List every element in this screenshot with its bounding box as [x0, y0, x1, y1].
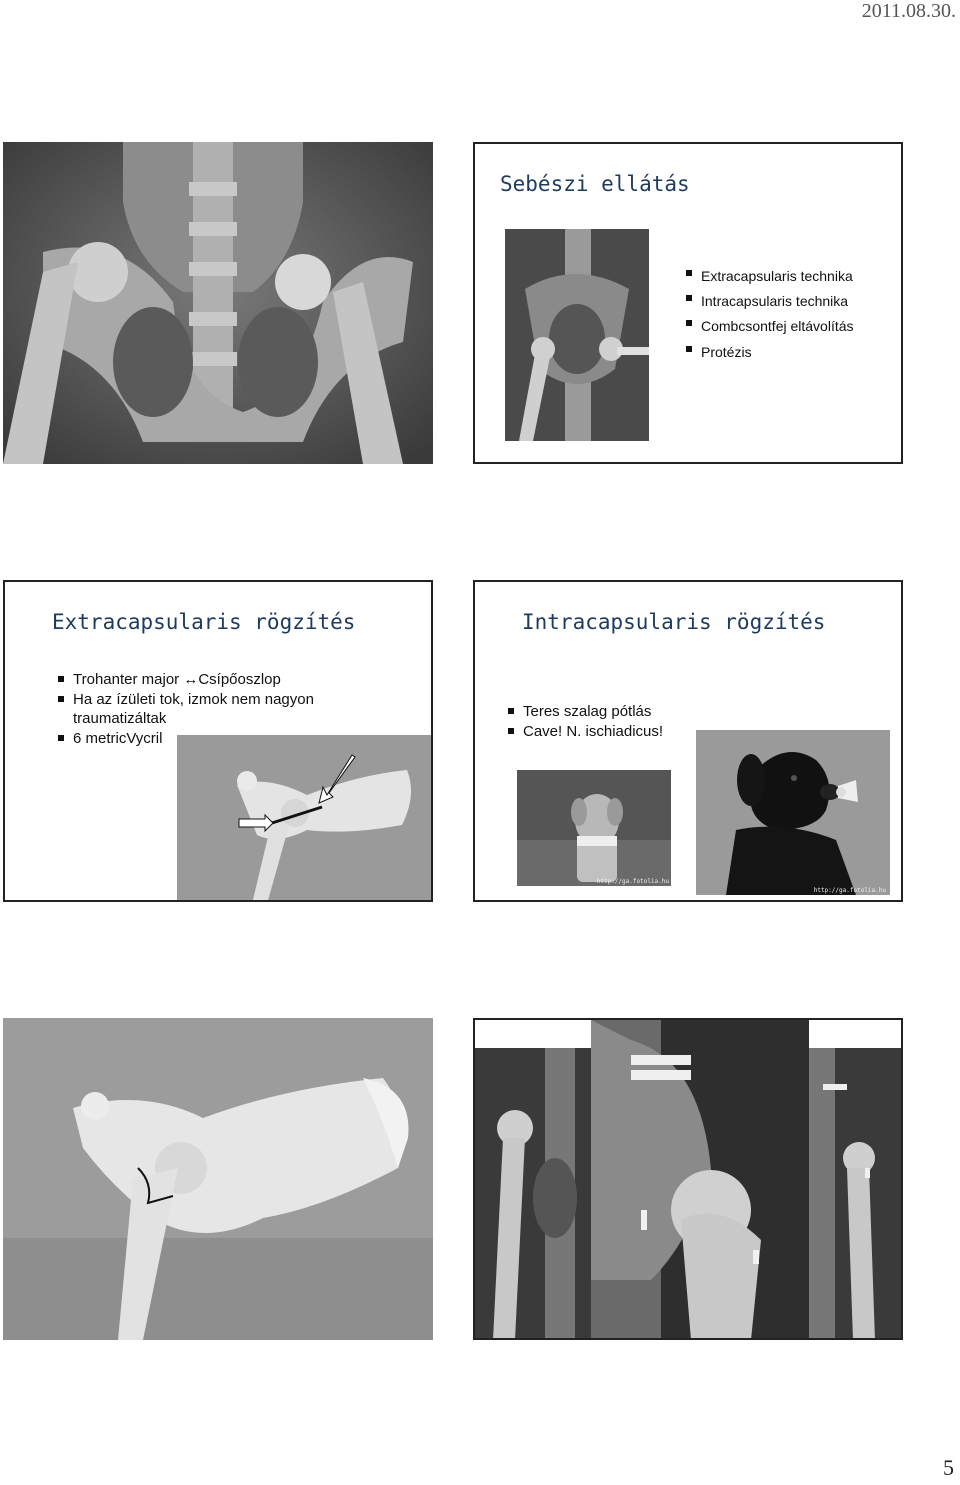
- slide-extracapsularis: [3, 580, 433, 902]
- photo-caption: http://ga.fotolia.hu: [596, 878, 669, 885]
- pelvis-xray-image: [3, 142, 433, 464]
- bullet-item: Trohanter major ↔Csípőoszlop: [57, 670, 357, 690]
- photo-caption: http://ga.fotolia.hu: [813, 887, 886, 894]
- slide-title: Sebészi ellátás: [500, 172, 690, 196]
- pelvis-prosthesis-xray: [505, 229, 649, 441]
- slide-intracapsularis: [473, 580, 903, 902]
- bullet-item: Cave! N. ischiadicus!: [507, 722, 663, 742]
- puppy-photo: [517, 770, 671, 886]
- header-date: 2011.08.30.: [861, 0, 956, 22]
- xray-center-with-screws: [591, 1020, 809, 1340]
- page-number: 5: [943, 1455, 954, 1480]
- bullet-item: Protézis: [685, 340, 854, 365]
- bullet-item: Extracapsularis technika: [685, 264, 854, 289]
- bone-model-image: [3, 1018, 433, 1340]
- xray-right: [809, 1048, 903, 1340]
- black-dog-shuttlecock-photo: [696, 730, 890, 895]
- bullet-item: Teres szalag pótlás: [507, 702, 663, 722]
- bullet-list: [685, 264, 854, 365]
- bullet-list: [507, 702, 663, 741]
- femur-pelvis-model-photo: [177, 735, 433, 902]
- bullet-item: Intracapsularis technika: [685, 289, 854, 314]
- slide-title: Intracapsularis rögzítés: [522, 610, 826, 634]
- slide-pelvis-xray: [3, 142, 433, 464]
- bullet-item: Combcsontfej eltávolítás: [685, 314, 854, 339]
- xray-left: [475, 1048, 591, 1340]
- slide-title: Extracapsularis rögzítés: [52, 610, 356, 634]
- slide-bone-model-photo: [3, 1018, 433, 1340]
- bullet-item: 6 metricVycril: [57, 729, 357, 749]
- slide-prosthesis-xrays: [473, 1018, 903, 1340]
- bullet-item: Ha az ízületi tok, izmok nem nagyon traumatizáltak: [57, 690, 357, 729]
- slide-sebeszi-ellatas: [473, 142, 903, 464]
